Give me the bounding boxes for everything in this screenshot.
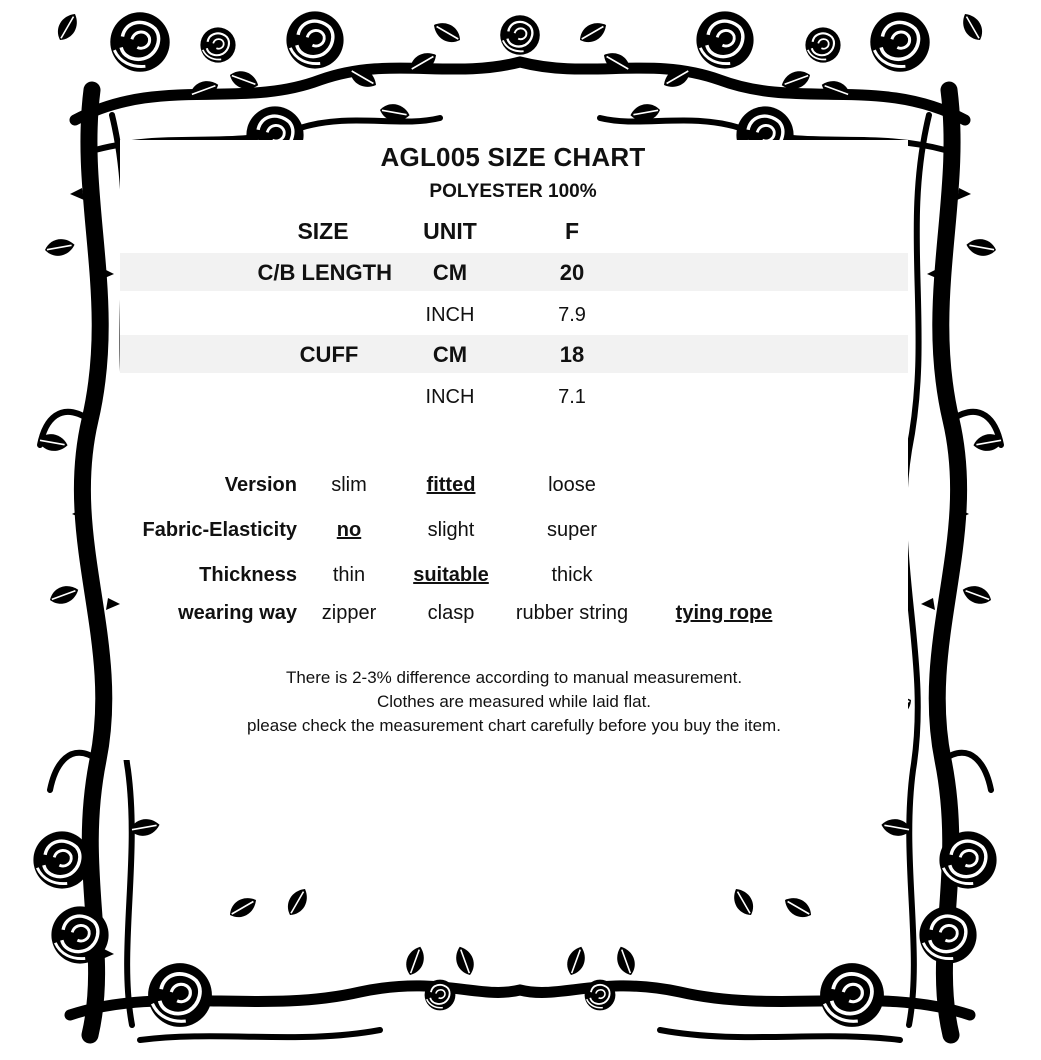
attribute-option: zipper: [321, 602, 377, 624]
attribute-label: Thickness: [199, 564, 297, 586]
material-label: POLYESTER 100%: [429, 181, 597, 202]
attribute-option: super: [546, 519, 598, 541]
attribute-option: slim: [331, 474, 367, 496]
row-band-cb-length: [120, 253, 908, 291]
attribute-option: thick: [551, 564, 593, 586]
attribute-option: loose: [548, 474, 596, 496]
note-check-chart: please check the measurement chart carefully before you buy the item.: [247, 716, 781, 735]
attribute-option: thin: [332, 564, 366, 586]
attribute-option-selected: no: [336, 519, 362, 541]
row-label-cb-length: C/B LENGTH: [257, 260, 392, 285]
row-band-cuff: [120, 335, 908, 373]
row-value-cm: 18: [559, 342, 585, 367]
attribute-option-selected: fitted: [426, 474, 476, 496]
chart-title: AGL005 SIZE CHART: [380, 142, 646, 172]
attribute-label: wearing way: [178, 602, 297, 624]
row-value-inch: 7.9: [558, 304, 586, 326]
attribute-option-selected: suitable: [413, 564, 489, 586]
row-unit-inch: INCH: [425, 304, 475, 326]
attribute-option: clasp: [427, 602, 475, 624]
row-unit-cm: CM: [432, 260, 468, 285]
attribute-option: rubber string: [515, 602, 629, 624]
attribute-option: slight: [427, 519, 475, 541]
header-free-size: F: [564, 218, 580, 244]
attribute-label: Fabric-Elasticity: [142, 519, 297, 541]
row-value-cm: 20: [559, 260, 585, 285]
header-unit: UNIT: [423, 218, 477, 244]
row-value-inch: 7.1: [558, 386, 586, 408]
attribute-label: Version: [224, 474, 297, 496]
note-measurement-difference: There is 2-3% difference according to manual measurement.: [285, 668, 743, 687]
attribute-option-selected: tying rope: [675, 602, 773, 624]
header-size: SIZE: [297, 218, 349, 244]
note-laid-flat: Clothes are measured while laid flat.: [376, 692, 652, 711]
row-unit-cm: CM: [432, 342, 468, 367]
row-unit-inch: INCH: [425, 386, 475, 408]
row-label-cuff: CUFF: [299, 342, 359, 367]
